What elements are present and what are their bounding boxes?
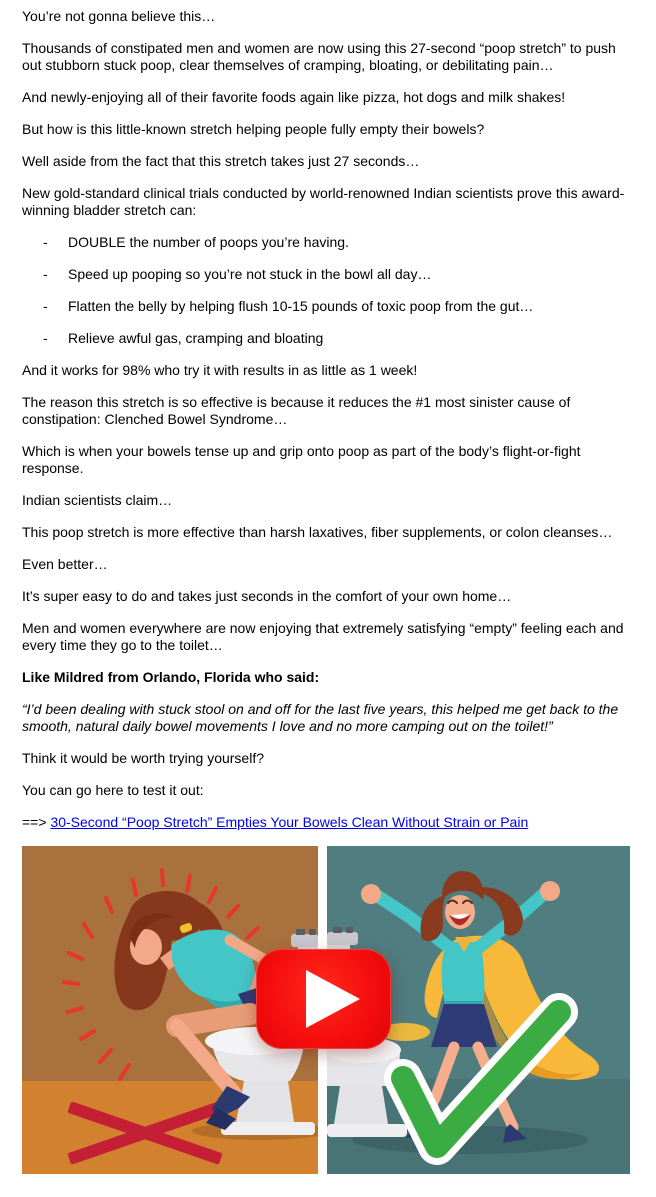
bullet-item [22, 266, 636, 283]
bullet-item [22, 330, 636, 347]
paragraph: New gold-standard clinical trials conducted by world-renowned Indian scientists prove this award-winning bladder stretch can: [22, 185, 625, 218]
testimonial-quote: “I’d been dealing with stuck stool on and off for the last five years, this helped me get back to the smooth, natural daily bowel movements I love and no more camping out on the toilet!” [22, 701, 619, 734]
paragraph: This poop stretch is more effective than harsh laxatives, fiber supplements, or colon cleanses… [22, 524, 613, 540]
bullet-item [22, 234, 636, 251]
bullet-item [22, 298, 636, 315]
paragraph: You can go here to test it out: [22, 782, 204, 798]
bullet-text: Relieve awful gas, cramping and bloating [68, 330, 324, 346]
bullet-text: DOUBLE the number of poops you’re having. [68, 234, 349, 250]
paragraph: You’re not gonna believe this… [22, 8, 216, 24]
cta-arrow-prefix: ==> [22, 814, 51, 830]
paragraph: Indian scientists claim… [22, 492, 173, 508]
paragraph: And newly-enjoying all of their favorite foods again like pizza, hot dogs and milk shakes! [22, 89, 566, 105]
paragraph: Thousands of constipated men and women are now using this 27-second “poop stretch” to push out stubborn stuck poop, clear themselves of cramping, bloating, or debilitating pain… [22, 40, 616, 73]
bullet-text: Flatten the belly by helping flush 10-15 pounds of toxic poop from the gut… [68, 298, 534, 314]
play-icon [256, 949, 391, 1049]
paragraph: The reason this stretch is so effective is because it reduces the #1 most sinister cause of constipation: Clenched Bowel Syndrome… [22, 394, 571, 427]
paragraph: And it works for 98% who try it with results in as little as 1 week! [22, 362, 418, 378]
paragraph: Well aside from the fact that this stretch takes just 27 seconds… [22, 153, 420, 169]
bullet-dash: - [43, 330, 48, 346]
bullet-dash: - [43, 298, 48, 314]
paragraph: Even better… [22, 556, 108, 572]
paragraph: Which is when your bowels tense up and grip onto poop as part of the body’s flight-or-fight response. [22, 443, 581, 476]
testimonial-heading: Like Mildred from Orlando, Florida who said: [22, 669, 320, 685]
paragraph: Think it would be worth trying yourself? [22, 750, 264, 766]
bullet-text: Speed up pooping so you’re not stuck in the bowl all day… [68, 266, 432, 282]
play-button[interactable] [256, 949, 391, 1049]
paragraph: But how is this little-known stretch helping people fully empty their bowels? [22, 121, 485, 137]
bullet-dash: - [43, 234, 48, 250]
paragraph: Men and women everywhere are now enjoying that extremely satisfying “empty” feeling each and every time they go to the toilet… [22, 620, 624, 653]
poop-stretch-link[interactable]: 30-Second “Poop Stretch” Empties Your Bowels Clean Without Strain or Pain [50, 814, 529, 830]
paragraph: It’s super easy to do and takes just seconds in the comfort of your own home… [22, 588, 512, 604]
video-thumbnail[interactable] [22, 846, 630, 1174]
cta-line [22, 814, 636, 831]
bullet-dash: - [43, 266, 48, 282]
